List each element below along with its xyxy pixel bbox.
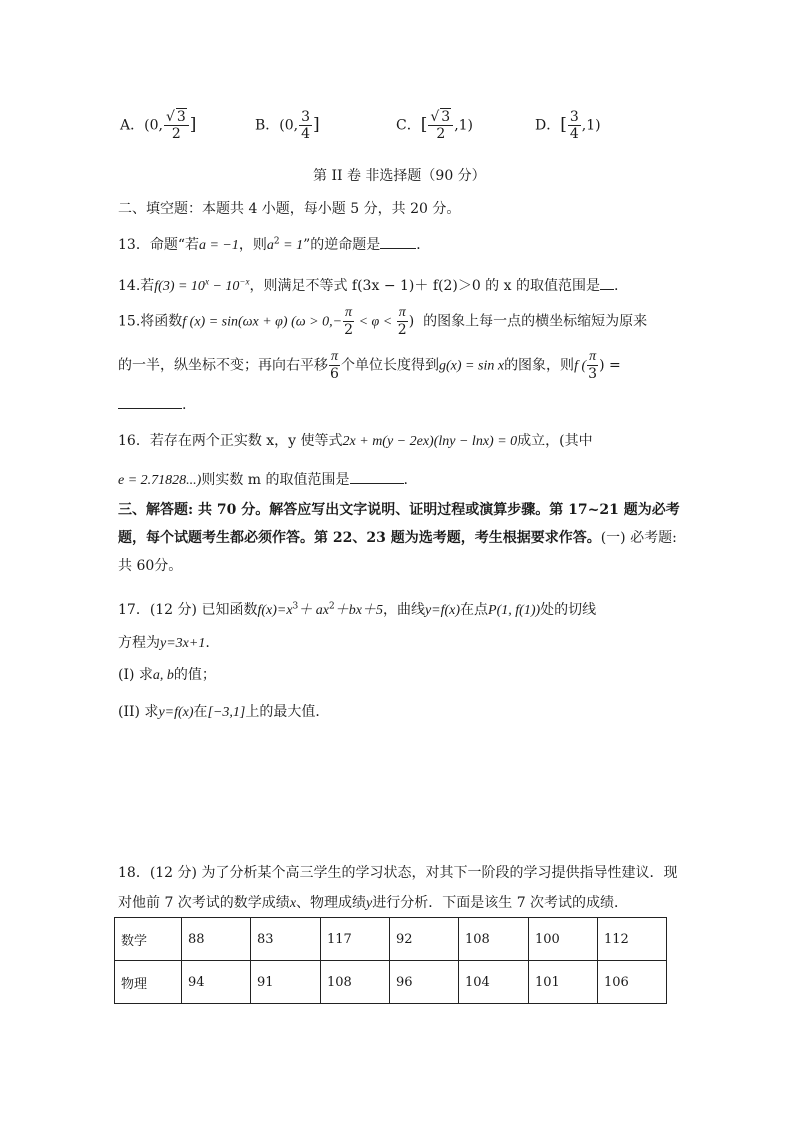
answer-blank [118,394,182,409]
table-cell: 112 [598,918,667,961]
question-15-line-2: 的一半，纵坐标不变；再向右平移 $\frac{\pi}{6}$ 个单位长度得到g(x) = sin x的图象，则f ( $\frac{\pi}{3}$ ) = [118,349,621,382]
table-cell: 96 [390,961,459,1004]
table-cell: 91 [251,961,321,1004]
question-15-line-1: 15.将函数f (x) = sin(ωx + φ) (ω > 0,− $\frac{\pi}{2}$ < φ < $\frac{\pi}{2}$ ) 的图象上每一点的横坐标缩短为原来 [118,305,648,338]
table-cell: 88 [182,918,251,961]
question-13: 13．命题“若a = −1，则$a^2 = 1$”的逆命题是 ． [118,234,430,254]
option-d: D．[ $\frac{3}{4}$ ,1) [535,109,601,142]
table-cell: 100 [529,918,598,961]
question-17-part-1: (I) 求a, b的值； [118,667,216,683]
table-cell: 108 [321,961,390,1004]
option-a: A．(0, $\frac{√ 3}{2}$ ] [120,109,197,142]
question-16-line-2: e = 2.71828...)则实数 m 的取值范围是 . [118,469,408,489]
table-row [115,961,667,1004]
table-cell: 94 [182,961,251,1004]
scores-table [114,917,667,1004]
section-2-title: 第 II 卷 非选择题（90 分） [313,168,486,184]
question-18-line-1: 18．(12 分) 为了分析某个高三学生的学习状态，对其下一阶段的学习提供指导性建议．现 [118,865,678,881]
option-c: C．[ $\frac{√ 3}{2}$ ,1) [396,109,474,142]
table-cell: 108 [459,918,529,961]
question-17-line-2: 方程为y=3x+1. [118,635,210,651]
option-b: B．(0, $\frac{3}{4}$ ] [255,109,320,142]
table-cell: 83 [251,918,321,961]
question-17-line-1: 17．(12 分) 已知函数$f(x)=x^3+ ax^2+bx+5$，曲线y=f(x)在点P(1, f(1))处的切线 [118,601,597,618]
table-cell: 104 [459,961,529,1004]
question-16-line-1: 16．若存在两个正实数 x，y 使等式2x + m(y − 2ex)(lny − lnx) = 0成立，(其中 [118,433,593,449]
table-cell: 117 [321,918,390,961]
table-cell: 92 [390,918,459,961]
table-cell: 101 [529,961,598,1004]
row-label: 数学 [115,918,182,961]
table-row [115,918,667,961]
answer-blank [350,469,404,484]
fill-in-heading: 二、填空题：本题共 4 小题，每小题 5 分，共 20 分。 [118,201,461,217]
question-17-part-2: (II) 求y=f(x)在[−3,1]上的最大值． [118,704,330,720]
answer-blank [600,275,614,290]
row-label: 物理 [115,961,182,1004]
section-3-instructions: 三、解答题: 共 70 分。解答应写出文字说明、证明过程或演算步骤。第 17~21 题为必考题，每个试题考生都必须作答。第 22、23 题为选考题，考生根据要求作答。(一) 必考题: 共 60分。 [118,502,680,574]
question-14: 14.若$f(3) = 10^x - 10^{-x}$，则满足不等式 f(3x − 1)＋ f(2)＞0 的 x 的取值范围是 . [118,276,619,294]
table-cell: 106 [598,961,667,1004]
question-18-line-2: 对他前 7 次考试的数学成绩x、物理成绩y进行分析．下面是该生 7 次考试的成绩． [118,895,629,911]
answer-blank [380,234,416,249]
question-15-line-3: . [118,394,186,413]
